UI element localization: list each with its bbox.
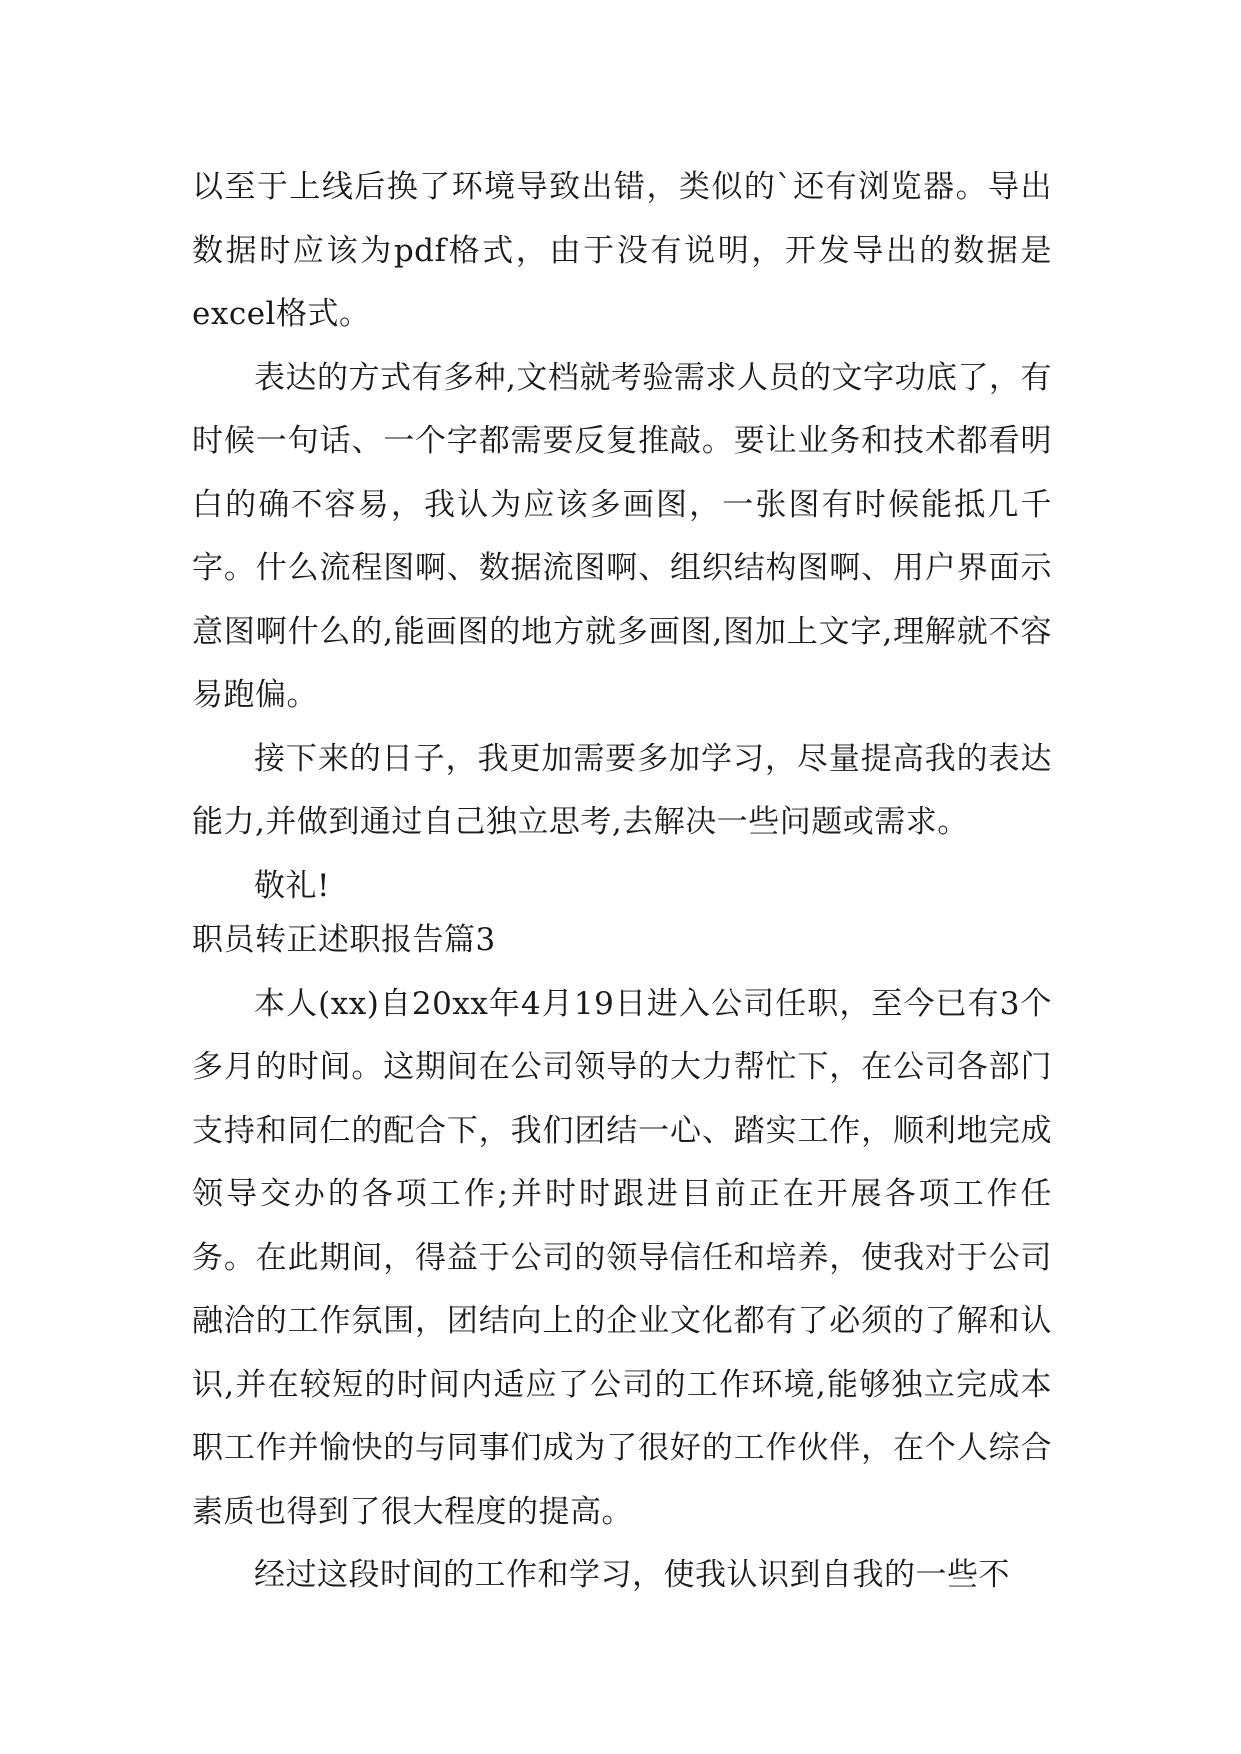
- paragraph-introduction: 本人(xx)自20xx年4月19日进入公司任职，至今已有3个多月的时间。这期间在公司领导的大力帮忙下，在公司各部门支持和同仁的配合下，我们团结一心、踏实工作，顺利地完成领导交办的各项工作;并时时跟进目前正在开展各项工作任务。在此期间，得益于公司的领导信任和培养，使我对于公司融洽的工作氛围，团结向上的企业文化都有了必须的了解和认识,并在较短的时间内适应了公司的工作环境,能够独立完成本职工作并愉快的与同事们成为了很好的工作伙伴，在个人综合素质也得到了很大程度的提高。: [192, 985, 1052, 1530]
- text-section-report-3: [192, 909, 1052, 1608]
- paragraph-continued: 以至于上线后换了环境导致出错，类似的`还有浏览器。导出数据时应该为pdf格式，由于没有说明，开发导出的数据是excel格式。: [192, 169, 1052, 332]
- paragraph-expression: 表达的方式有多种,文档就考验需求人员的文字功底了，有时候一句话、一个字都需要反复推敲。要让业务和技术都看明白的确不容易，我认为应该多画图，一张图有时候能抵几千字。什么流程图啊、数据流图啊、组织结构图啊、用户界面示意图啊什么的,能画图的地方就多画图,图加上文字,理解就不容易跑偏。: [192, 359, 1052, 713]
- paragraph-future-plan: 接下来的日子，我更加需要多加学习，尽量提高我的表达能力,并做到通过自己独立思考,去解决一些问题或需求。: [192, 740, 1052, 840]
- text-section-previous: [192, 156, 1052, 918]
- paragraph-salutation: 敬礼!: [254, 867, 330, 904]
- paragraph-reflection: 经过这段时间的工作和学习，使我认识到自我的一些不: [254, 1557, 1010, 1593]
- section-heading: 职员转正述职报告篇3: [192, 922, 496, 958]
